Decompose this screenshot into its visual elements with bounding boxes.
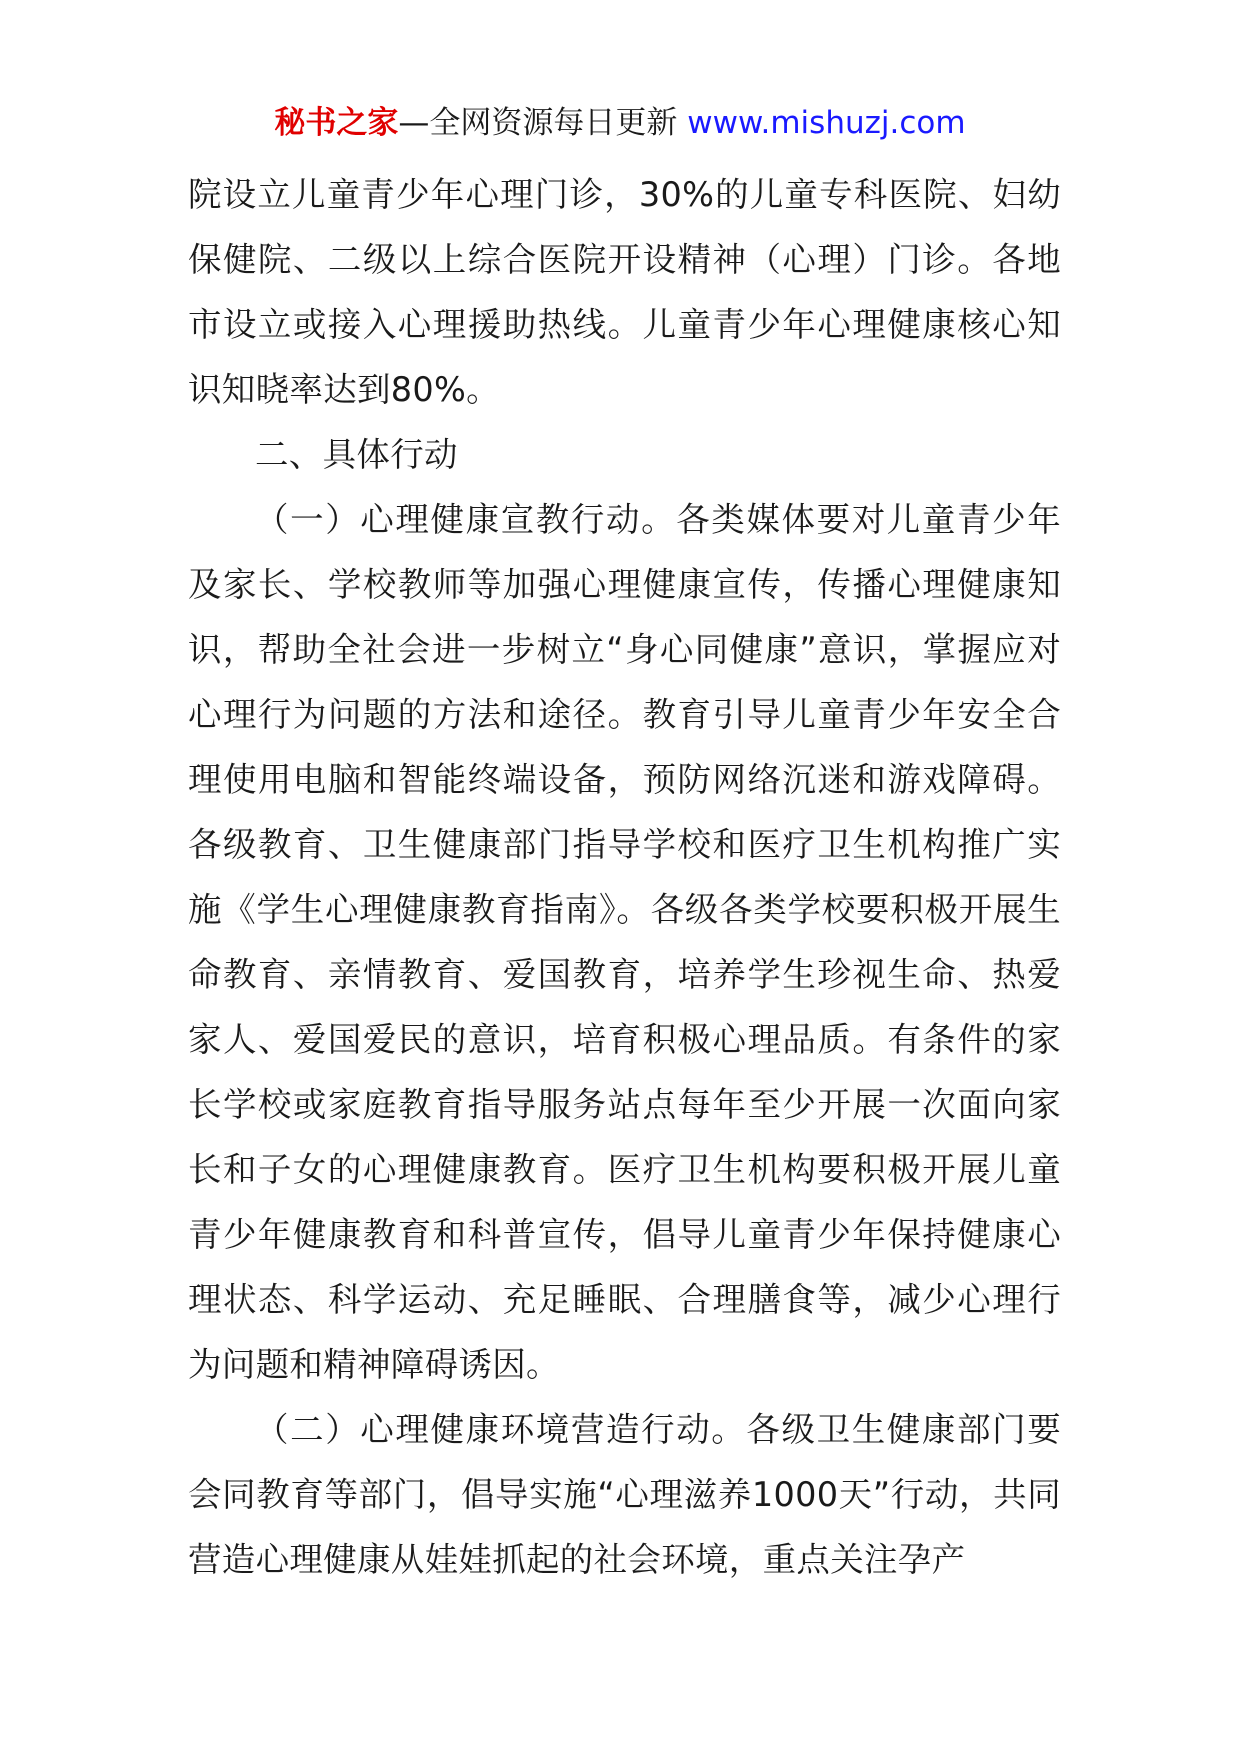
header-tagline: —全网资源每日更新 — [398, 105, 688, 141]
paragraph-action-1: （一）心理健康宣教行动。各类媒体要对儿童青少年及家长、学校教师等加强心理健康宣传，传播心理健康知识，帮助全社会进一步树立“身心同健康”意识，掌握应对心理行为问题的方法和途径。教育引导儿童青少年安全合理使用电脑和智能终端设备，预防网络沉迷和游戏障碍。各级教育、卫生健康部门指导学校和医疗卫生机构推广实施《学生心理健康教育指南》。各级各类学校要积极开展生命教育、亲情教育、爱国教育，培养学生珍视生命、热爱家人、爱国爱民的意识，培育积极心理品质。有条件的家长学校或家庭教育指导服务站点每年至少开展一次面向家长和子女的心理健康教育。医疗卫生机构要积极开展儿童青少年健康教育和科普宣传，倡导儿童青少年保持健康心理状态、科学运动、充足睡眠、合理膳食等，减少心理行为问题和精神障碍诱因。 — [188, 500, 1061, 1384]
page-header — [0, 100, 1240, 146]
section-heading: 二、具体行动 — [255, 435, 458, 474]
brand-name: 秘书之家 — [274, 105, 399, 141]
site-url-link[interactable]: www.mishuzj.com — [687, 105, 966, 141]
paragraph-continued: 院设立儿童青少年心理门诊，30%的儿童专科医院、妇幼保健院、二级以上综合医院开设精神（心理）门诊。各地市设立或接入心理援助热线。儿童青少年心理健康核心知识知晓率达到80%。 — [188, 175, 1061, 409]
document-body — [188, 162, 1061, 1592]
paragraph-action-2: （二）心理健康环境营造行动。各级卫生健康部门要会同教育等部门，倡导实施“心理滋养1000天”行动，共同营造心理健康从娃娃抓起的社会环境，重点关注孕产 — [188, 1410, 1061, 1579]
